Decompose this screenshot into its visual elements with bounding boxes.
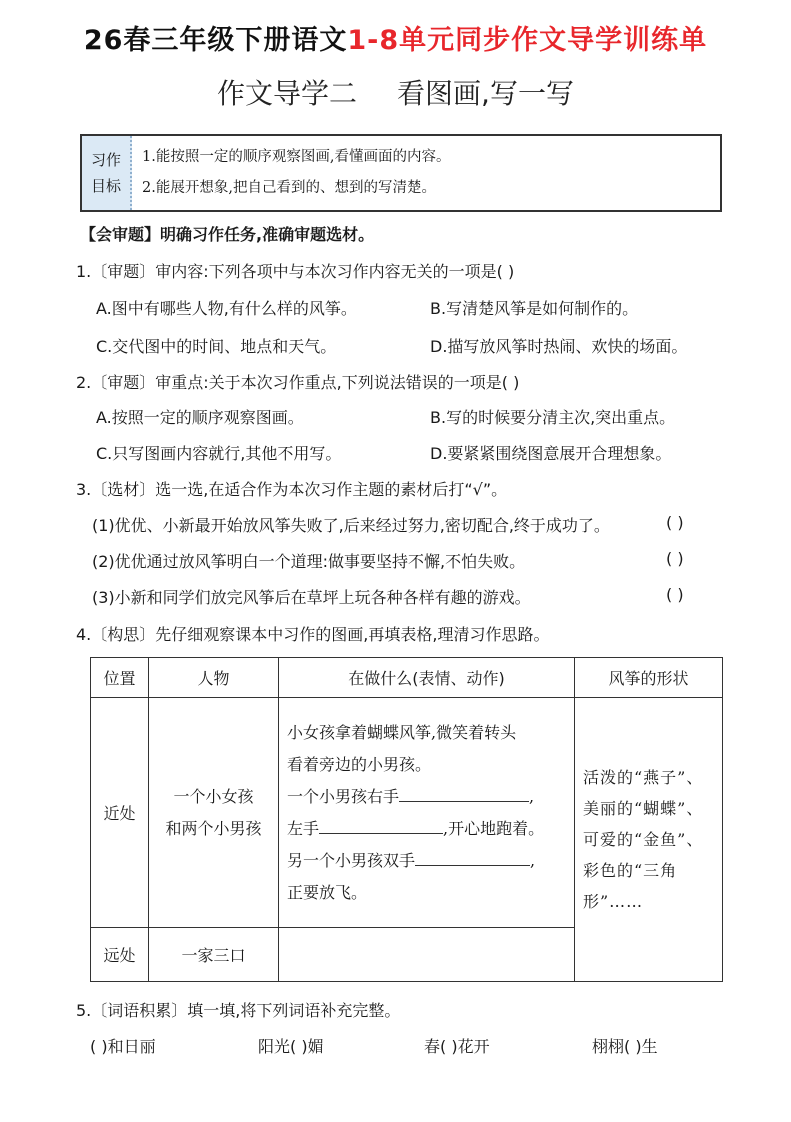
table-header-position: 位置 [91, 658, 149, 698]
idiom-fill-2[interactable]: 阳光( )媚 [258, 1037, 324, 1056]
near-people-cell [149, 698, 279, 928]
near-action-line6: 正要放飞。 [287, 882, 368, 902]
lesson-subtitle [0, 72, 791, 112]
subtitle-part2: 看图画,写一写 [397, 77, 574, 110]
section-heading: 【会审题】明确习作任务,准确审题选材。 [80, 225, 375, 244]
goals-label [82, 136, 132, 210]
q2-option-c[interactable]: C.只写图画内容就行,其他不用写。 [96, 444, 342, 463]
q3-item-1: (1)优优、小新最开始放风筝失败了,后来经过努力,密切配合,终于成功了。 [92, 516, 610, 535]
idiom-fill-3[interactable]: 春( )花开 [424, 1037, 490, 1056]
question-5-stem: 5.〔词语积累〕填一填,将下列词语补充完整。 [76, 1001, 401, 1020]
q3-item-3: (3)小新和同学们放完风筝后在草坪上玩各种各样有趣的游戏。 [92, 588, 531, 607]
near-people-line2: 和两个小男孩 [165, 818, 262, 838]
q3-answer-box-2[interactable]: ( ) [666, 549, 684, 568]
q1-option-a[interactable]: A.图中有哪些人物,有什么样的风筝。 [96, 299, 357, 318]
header-title-red: 1-8单元同步作文导学训练单 [347, 25, 708, 56]
table-header-action: 在做什么(表情、动作) [279, 658, 575, 698]
goal-item: 2.能展开想象,把自己看到的、想到的写清楚。 [142, 180, 436, 196]
q3-answer-box-1[interactable]: ( ) [666, 513, 684, 532]
writing-goals-box [80, 134, 722, 212]
question-1-stem: 1.〔审题〕审内容:下列各项中与本次习作内容无关的一项是( ) [76, 262, 515, 281]
kite-shape-line4: 彩色的“三角 [583, 861, 678, 880]
subtitle-part1: 作文导学二 [217, 77, 358, 110]
goals-label-line1: 习作 [90, 151, 121, 169]
idiom-fill-4[interactable]: 栩栩( )生 [592, 1037, 658, 1056]
fill-blank-left-hand[interactable] [319, 815, 443, 834]
near-action-line5: 另一个小男孩双手 [287, 850, 416, 870]
question-3-stem: 3.〔选材〕选一选,在适合作为本次习作主题的素材后打“√”。 [76, 480, 508, 499]
fill-blank-right-hand[interactable] [399, 783, 529, 802]
goals-label-line2: 目标 [90, 177, 121, 195]
header-title-black: 26春三年级下册语文 [83, 25, 348, 56]
far-action-cell[interactable] [279, 928, 575, 982]
near-action-line4a: 左手 [287, 818, 320, 838]
near-people-line1: 一个小女孩 [173, 786, 254, 806]
question-2-stem: 2.〔审题〕审重点:关于本次习作重点,下列说法错误的一项是( ) [76, 373, 520, 392]
near-action-cell: 小女孩拿着蝴蝶风筝,微笑着转头 看着旁边的小男孩。 一个小男孩右手 , 左手 ,开心地跑着。 另一个小男孩双手 , 正要放飞。 [279, 698, 575, 928]
observation-table [90, 657, 723, 982]
question-4-stem: 4.〔构思〕先仔细观察课本中习作的图画,再填表格,理清习作思路。 [76, 625, 550, 644]
near-action-line4b: ,开心地跑着。 [443, 818, 545, 838]
near-action-line3: 一个小男孩右手 [287, 786, 400, 806]
worksheet-header [0, 18, 791, 57]
table-header-kite-shape: 风筝的形状 [575, 658, 723, 698]
fill-blank-both-hands[interactable] [415, 847, 530, 866]
table-header-people: 人物 [149, 658, 279, 698]
far-people-cell: 一家三口 [149, 928, 279, 982]
q3-answer-box-3[interactable]: ( ) [666, 585, 684, 604]
q2-option-b[interactable]: B.写的时候要分清主次,突出重点。 [430, 408, 676, 427]
near-action-line1: 小女孩拿着蝴蝶风筝,微笑着转头 [287, 722, 517, 742]
kite-shape-cell [575, 698, 723, 982]
q2-option-d[interactable]: D.要紧紧围绕图意展开合理想象。 [430, 444, 672, 463]
idiom-fill-1[interactable]: ( )和日丽 [90, 1037, 156, 1056]
q2-option-a[interactable]: A.按照一定的顺序观察图画。 [96, 408, 304, 427]
q3-item-2: (2)优优通过放风筝明白一个道理:做事要坚持不懈,不怕失败。 [92, 552, 526, 571]
kite-shape-line3: 可爱的“金鱼”、 [583, 830, 704, 849]
kite-shape-line1: 活泼的“燕子”、 [583, 768, 704, 787]
q1-option-c[interactable]: C.交代图中的时间、地点和天气。 [96, 337, 337, 356]
near-action-line2: 看着旁边的小男孩。 [287, 754, 432, 774]
near-position-cell: 近处 [91, 698, 149, 928]
kite-shape-line2: 美丽的“蝴蝶”、 [583, 799, 704, 818]
kite-shape-line5: 形”…… [583, 892, 644, 911]
q1-option-d[interactable]: D.描写放风筝时热闹、欢快的场面。 [430, 337, 688, 356]
q1-option-b[interactable]: B.写清楚风筝是如何制作的。 [430, 299, 639, 318]
goal-item: 1.能按照一定的顺序观察图画,看懂画面的内容。 [142, 149, 451, 165]
far-position-cell: 远处 [91, 928, 149, 982]
